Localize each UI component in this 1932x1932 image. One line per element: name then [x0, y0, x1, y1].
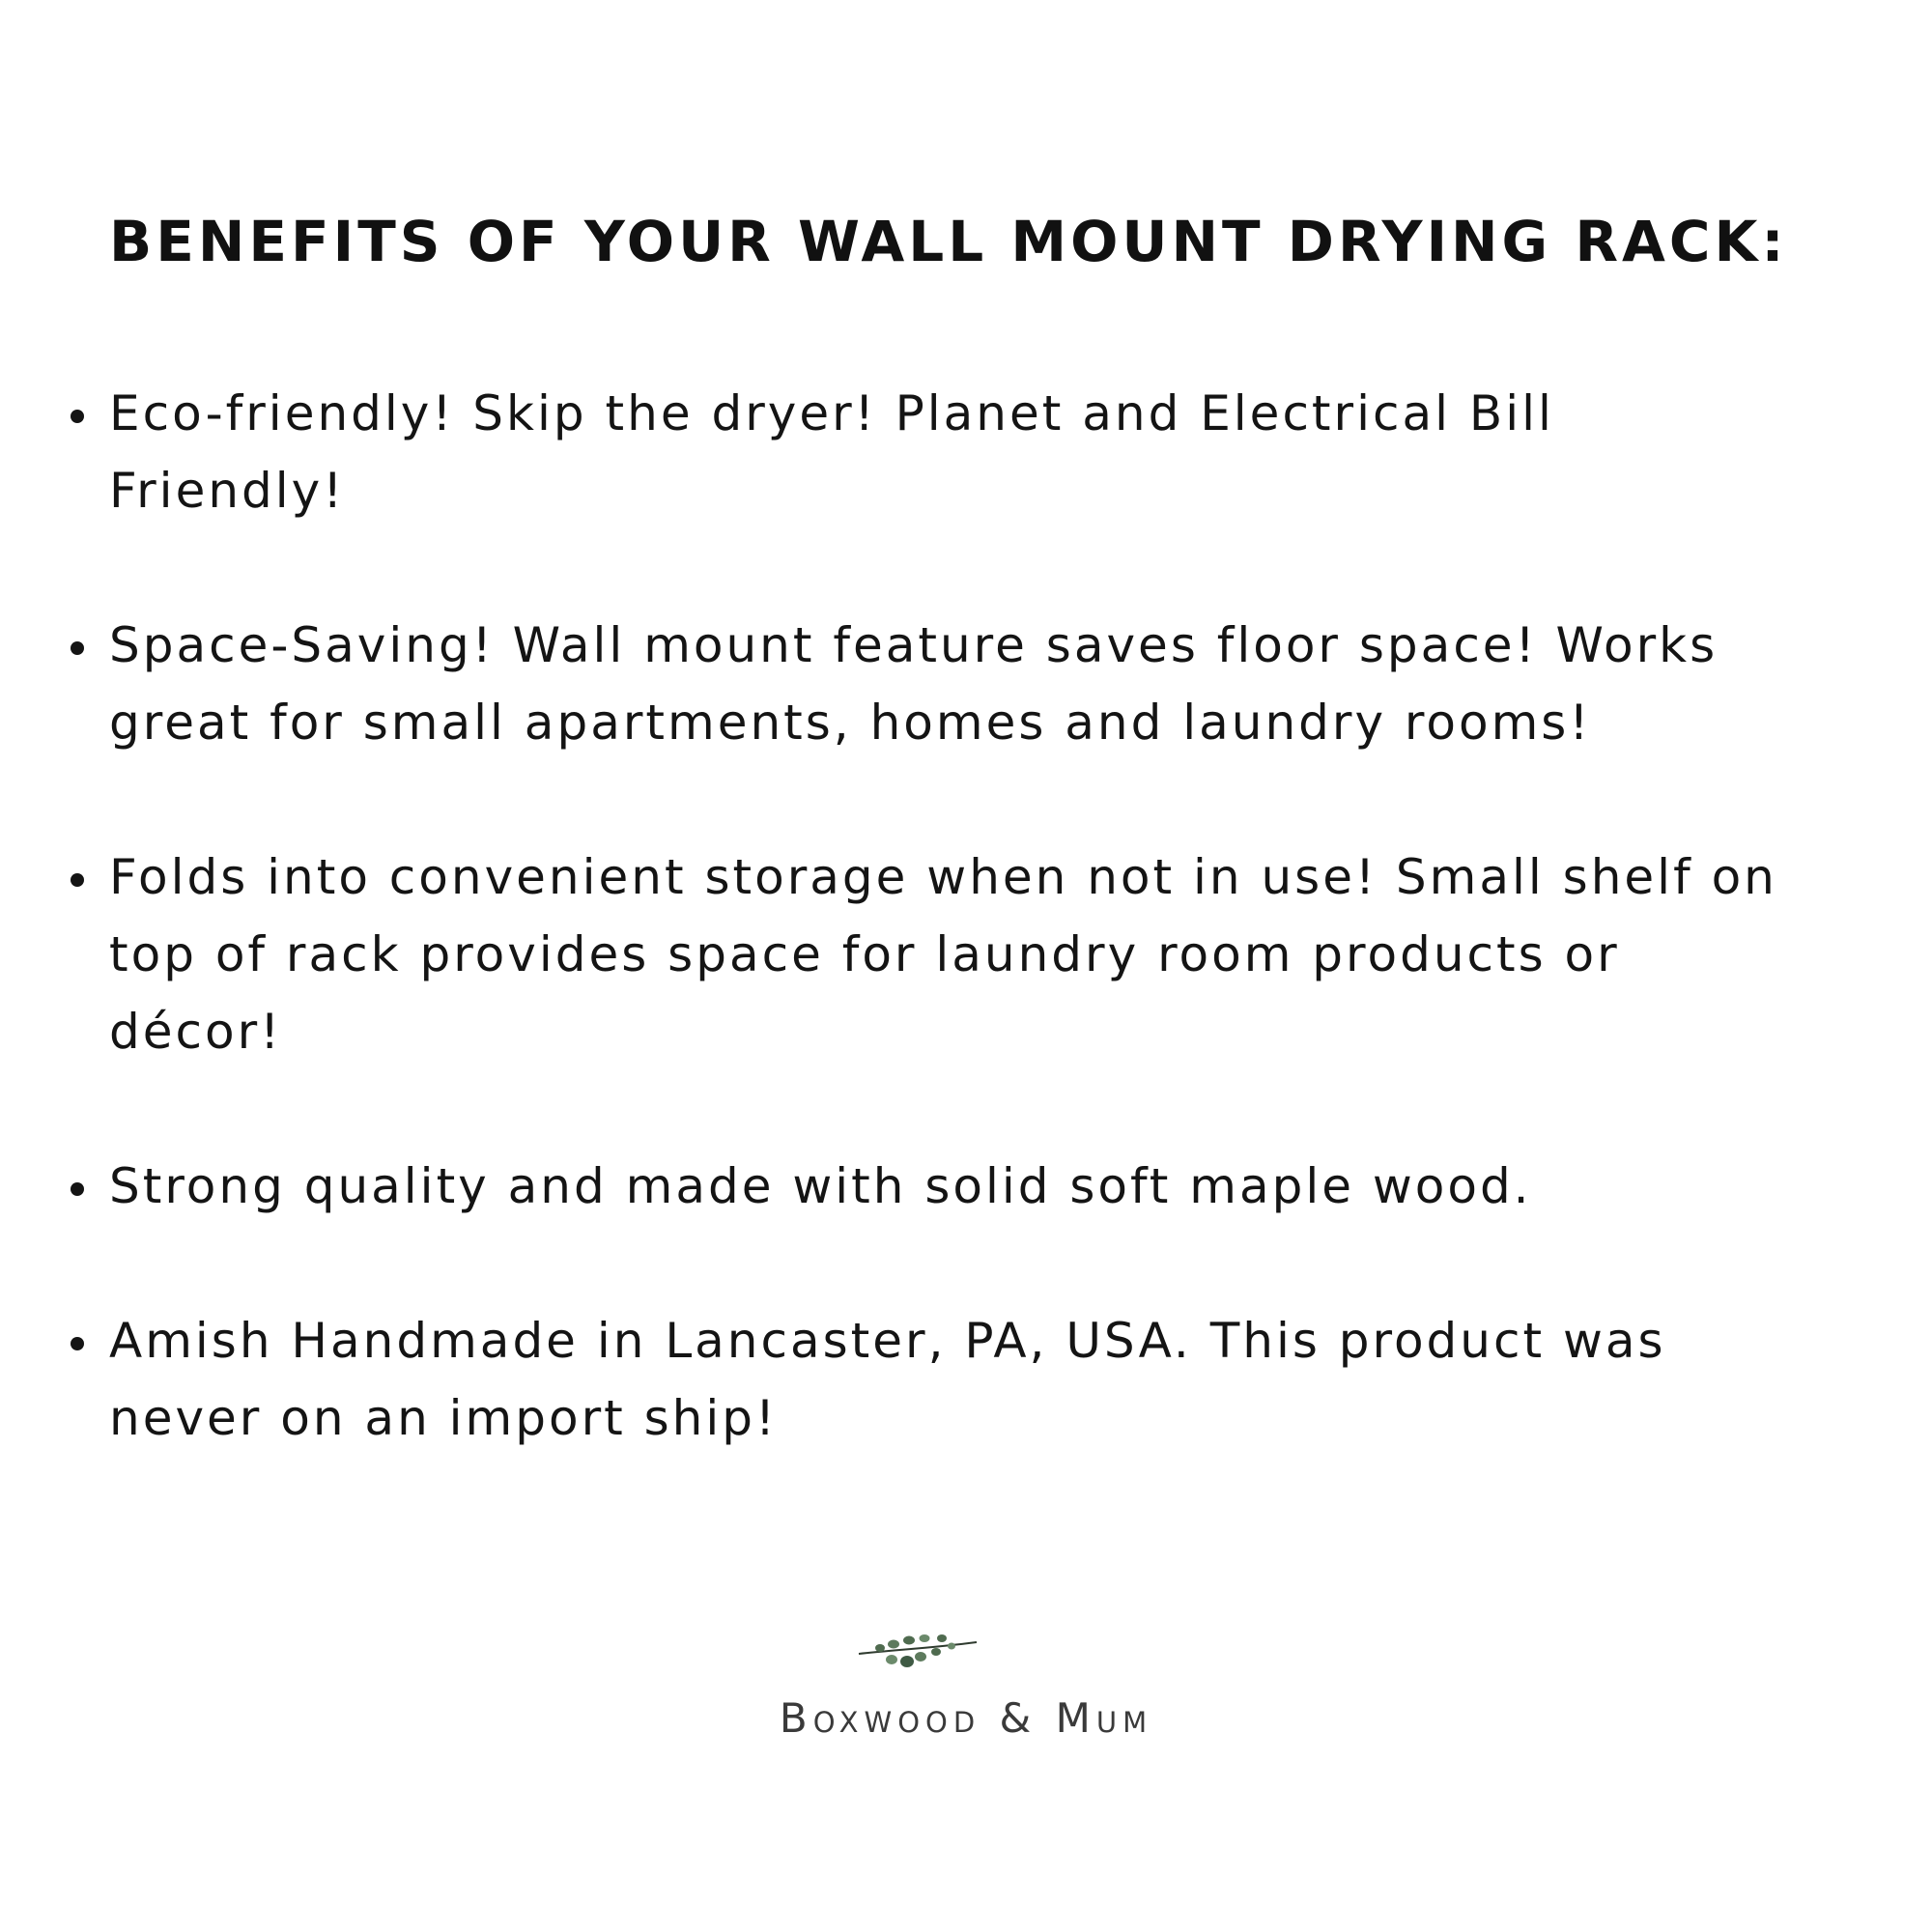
bullet-dot: [71, 1337, 84, 1350]
page-title: BENEFITS OF YOUR WALL MOUNT DRYING RACK:: [109, 209, 1788, 274]
benefit-line: Amish Handmade in Lancaster, PA, USA. This product was: [109, 1313, 1666, 1369]
bullet-dot: [71, 641, 84, 655]
benefit-line: Strong quality and made with solid soft maple wood.: [109, 1158, 1532, 1214]
benefit-line: Space-Saving! Wall mount feature saves floor space! Works: [109, 617, 1719, 673]
bullet-dot: [71, 1182, 84, 1196]
benefit-line: Friendly!: [109, 463, 346, 519]
bullet-dot: [71, 873, 84, 887]
benefit-line: décor!: [109, 1004, 283, 1060]
benefit-line: Folds into convenient storage when not in use! Small shelf on: [109, 849, 1777, 905]
eucalyptus-sprig-icon: [855, 1625, 980, 1679]
benefit-line: never on an import ship!: [109, 1390, 779, 1446]
brand-logo: [657, 1604, 1275, 1758]
benefit-line: top of rack provides space for laundry room products or: [109, 926, 1620, 982]
benefit-line: great for small apartments, homes and laundry rooms!: [109, 695, 1592, 751]
benefit-line: Eco-friendly! Skip the dryer! Planet and Electrical Bill: [109, 385, 1554, 441]
bullet-dot: [71, 410, 84, 423]
benefit-folds-storage: [109, 838, 1906, 1070]
benefit-strong-quality: [109, 1148, 1906, 1225]
brand-name: Boxwood & Mum: [779, 1694, 1153, 1742]
benefit-space-saving: [109, 607, 1906, 761]
benefit-amish-handmade: [109, 1302, 1906, 1457]
benefit-eco-friendly: [109, 375, 1906, 529]
